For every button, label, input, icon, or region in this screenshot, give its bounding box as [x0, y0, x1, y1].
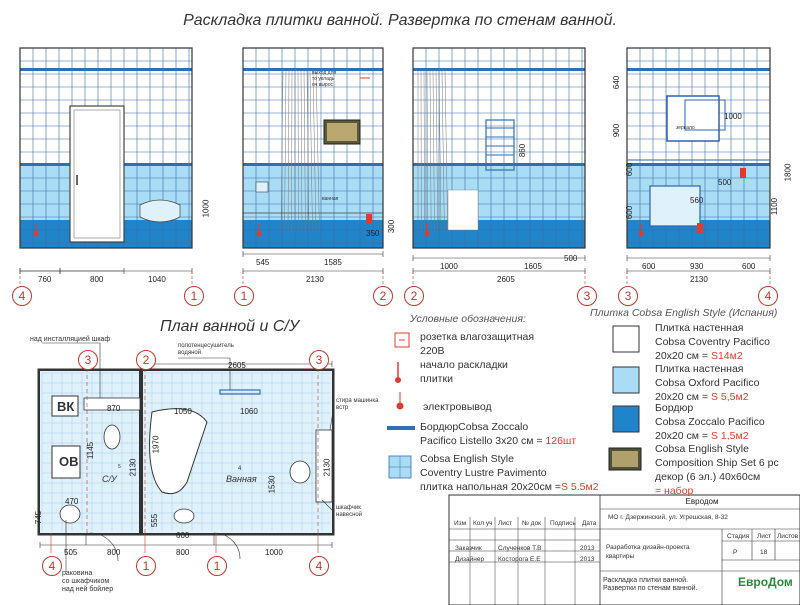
- mirror: [667, 96, 719, 141]
- legend-tile1-swatch: [613, 326, 639, 352]
- plan-dim-745: 745: [34, 510, 44, 525]
- bath-end: [448, 190, 478, 230]
- legend-heading: Условные обозначения:: [410, 313, 526, 325]
- wall4-dim-900: 900: [612, 123, 622, 138]
- stamp-header: Кол уч: [473, 520, 493, 527]
- wall2-note: выход для то укладь оч вырос: [312, 70, 337, 88]
- plan-ov-label: ОВ: [59, 454, 79, 469]
- stamp-header: № док: [522, 520, 542, 527]
- legend-tile3-qty: S 1,5м2: [710, 430, 749, 442]
- axis-marker: 3: [78, 350, 98, 370]
- wall2-dim-300: 300: [387, 219, 397, 234]
- legend-brand-heading: Плитка Cobsa English Style (Испания): [590, 307, 778, 319]
- start-dot: [34, 232, 39, 237]
- wall2-dim-2: 1585: [324, 258, 342, 267]
- plan-bath-num: 4: [238, 466, 242, 472]
- plan-dim-1530: 1530: [267, 475, 277, 494]
- tv-screen: [327, 123, 357, 141]
- wall4-total: 2130: [690, 275, 708, 284]
- wall3-total: 2605: [497, 275, 515, 284]
- legend-start-dot: [395, 377, 401, 383]
- stamp-sheet-title: Раскладка плитки ванной. Развертки по стенам ванной.: [603, 577, 698, 592]
- stamp-logo: ЕвроДом: [738, 575, 793, 589]
- legend-border-text: БордюрCobsa Zoccalo Pacifico Listello 3x20 см =: [420, 421, 543, 447]
- wall4-dim-1000: 1000: [724, 112, 742, 121]
- legend-border-swatch: [387, 426, 415, 430]
- start-dot: [425, 232, 430, 237]
- legend-tile2-swatch: [613, 367, 639, 393]
- wall4-dim-1: 600: [642, 262, 656, 271]
- plan-su-num: 5: [118, 464, 121, 470]
- toilet-shape: [140, 200, 180, 222]
- axis-marker: 4: [12, 286, 32, 306]
- plan-dim-1145: 1145: [86, 441, 96, 460]
- start-dot: [257, 232, 262, 237]
- stamp-header: Изм: [454, 520, 467, 527]
- stamp-project: Разработка дизайн-проекта квартиры: [606, 544, 690, 560]
- cabinet: [650, 186, 700, 226]
- stamp-address: МО г. Дзержинский, ул. Угрешская, 8-32: [608, 514, 728, 521]
- wall2-bath-label: ванная: [322, 196, 339, 202]
- wall2-dark-zone: [243, 220, 383, 248]
- legend-outlet: электровывод: [423, 401, 492, 413]
- plan-dim-1970: 1970: [151, 435, 161, 454]
- plan-bath-label: Ванная: [226, 474, 257, 484]
- legend-tile1-qty: S14м2: [710, 350, 743, 362]
- stamp-sheets-header: Листов: [777, 533, 799, 540]
- legend-tile2-qty: S 5,5м2: [710, 391, 749, 403]
- legend-outlet-dot: [397, 403, 404, 410]
- legend-tile4-qty: = набор: [655, 485, 694, 497]
- wall4-dim-600a: 600: [625, 162, 635, 177]
- axis-marker: 1: [184, 286, 204, 306]
- wall4-top-border: [627, 68, 770, 71]
- plan-su-label: С/У: [102, 474, 117, 484]
- wall4-dim-2: 930: [690, 262, 704, 271]
- plan-heater-note: полотенцесушитель водяной: [178, 343, 234, 356]
- wall4-dim-600b: 600: [625, 205, 635, 220]
- page-title: Раскладка плитки ванной. Развертка по стенам ванной.: [183, 12, 617, 29]
- plan-dim-800b: 800: [176, 548, 190, 557]
- wall1-dim-height: 1000: [201, 199, 211, 218]
- plan-dim-470: 470: [65, 497, 79, 506]
- legend-tile4: [655, 442, 779, 498]
- plan-dim-2130a: 2130: [128, 458, 138, 477]
- legend-border: [420, 420, 576, 448]
- legend-tile2-text: Плитка настенная Cobsa Oxford Pacifico 20x20 см =: [655, 363, 760, 403]
- wall4-small-label: зеркало: [676, 125, 695, 131]
- sink-bath: [290, 461, 310, 483]
- wall2-total: 2130: [306, 275, 324, 284]
- plan-dim-top: 2605: [228, 361, 246, 370]
- stamp-header: Дата: [582, 520, 597, 527]
- wall3-dim-860: 860: [518, 143, 528, 158]
- axis-marker: 2: [404, 286, 424, 306]
- start-dot: [639, 232, 644, 237]
- toilet-su: [104, 425, 120, 449]
- door: [70, 106, 124, 242]
- plan-shelf-note: над инсталляцией шкаф: [30, 336, 111, 343]
- legend-floor-qty: S 5.5м2: [560, 481, 599, 493]
- wall4-dim-1100: 1100: [770, 197, 780, 216]
- legend-floor-text: Cobsa English Style Coventry Lustre Pavimento плитка напольная 20x20см =: [420, 453, 561, 493]
- plan-dim-870: 870: [107, 404, 121, 413]
- stamp-stage: Р: [733, 549, 738, 556]
- stamp-sheet: 18: [760, 549, 768, 556]
- plan-dim-800a: 800: [107, 548, 121, 557]
- axis-marker: 1: [136, 556, 156, 576]
- axis-marker: 4: [42, 556, 62, 576]
- legend-socket: розетка влагозащитная 220В: [420, 331, 535, 357]
- wall3-dim-2: 1605: [524, 262, 542, 271]
- wall2-dim-350: 350: [366, 229, 380, 238]
- wall2-light-zone: [243, 165, 383, 220]
- axis-marker: 3: [577, 286, 597, 306]
- plan-dim-600: 600: [176, 531, 190, 540]
- toilet-bath: [174, 509, 194, 523]
- plan-dim-505: 505: [64, 548, 78, 557]
- stamp-row1-name: Слученков Т.В: [498, 545, 542, 552]
- plan-dim-2130b: 2130: [322, 458, 332, 477]
- axis-marker: 1: [207, 556, 227, 576]
- plan-title: План ванной и С/У: [160, 318, 300, 335]
- plan-dim-1000: 1000: [265, 548, 283, 557]
- plan-washer-note: стира машинка встр: [336, 398, 379, 411]
- wall3-mid-border: [413, 163, 585, 166]
- wall1-dim-2: 800: [90, 275, 104, 284]
- stamp-header: Подпись: [550, 520, 576, 527]
- stamp-company: Евродом: [685, 497, 719, 506]
- legend-tile1: [655, 321, 770, 363]
- plan-dim-1050: 1050: [174, 407, 192, 416]
- legend-tile3: [655, 401, 765, 443]
- stamp-stage-header: Стадия: [727, 533, 750, 540]
- wall3-dim-1: 1000: [440, 262, 458, 271]
- wall4-dim-3: 600: [742, 262, 756, 271]
- stamp-row1-role: Заказчик: [455, 545, 482, 552]
- plan-wk-label: ВК: [57, 399, 75, 414]
- wall1-dim-1: 760: [38, 275, 52, 284]
- legend-tile2: [655, 362, 759, 404]
- wall2-dim-1: 545: [256, 258, 270, 267]
- legend-border-qty: 126шт: [545, 435, 577, 447]
- axis-marker: 2: [373, 286, 393, 306]
- legend-tile4-text: Cobsa English Style Composition Ship Set 6 pc декор (6 эл.) 40x60см: [655, 443, 779, 483]
- stamp-header: Лист: [498, 520, 513, 527]
- legend-start: начало раскладки плитки: [420, 359, 508, 385]
- plan-dim-555: 555: [150, 513, 160, 528]
- stamp-row2-name: Косторога Е.Е: [498, 556, 541, 563]
- legend-tile1-text: Плитка настенная Cobsa Coventry Pacifico 20x20 см =: [655, 322, 770, 362]
- wall3-dim-500: 500: [564, 254, 578, 263]
- stamp-sheet-header: Лист: [757, 533, 772, 540]
- plan-dim-1060: 1060: [240, 407, 258, 416]
- plan-cabinet-note: шкафчик навесной: [336, 505, 363, 518]
- axis-marker: 3: [618, 286, 638, 306]
- wall4-mid-border: [627, 163, 770, 166]
- socket-marker: [366, 214, 372, 224]
- stamp-row2-year: 2013: [580, 556, 595, 563]
- wall1-top-border: [20, 68, 192, 71]
- axis-marker: 2: [136, 350, 156, 370]
- wall2-mid-border: [243, 163, 383, 166]
- wall4-dim-560: 560: [690, 196, 704, 205]
- axis-marker: 4: [758, 286, 778, 306]
- stamp-row2-role: Дизайнер: [455, 556, 485, 563]
- wall4-dim-1800: 1800: [783, 163, 793, 182]
- axis-marker: 3: [309, 350, 329, 370]
- plan-boiler-note: раковина со шкафчиком над ней бойлер: [62, 570, 114, 593]
- socket-marker: [740, 168, 746, 178]
- legend-tile4-inner: [612, 451, 638, 467]
- stamp-row1-year: 2013: [580, 545, 595, 552]
- axis-marker: 1: [234, 286, 254, 306]
- socket-marker: [697, 223, 703, 233]
- wall2-fixture: [256, 182, 268, 192]
- legend-tile3-text: Бордюр Cobsa Zoccalo Pacifico 20x20 см =: [655, 402, 765, 442]
- wall1-dim-3: 1040: [148, 275, 166, 284]
- wall4-dim-640: 640: [612, 75, 622, 90]
- axis-marker: 4: [309, 556, 329, 576]
- sink-su: [60, 505, 80, 523]
- legend-tile3-swatch: [613, 406, 639, 432]
- wall4-dim-500: 500: [718, 178, 732, 187]
- legend-floor: [420, 452, 599, 494]
